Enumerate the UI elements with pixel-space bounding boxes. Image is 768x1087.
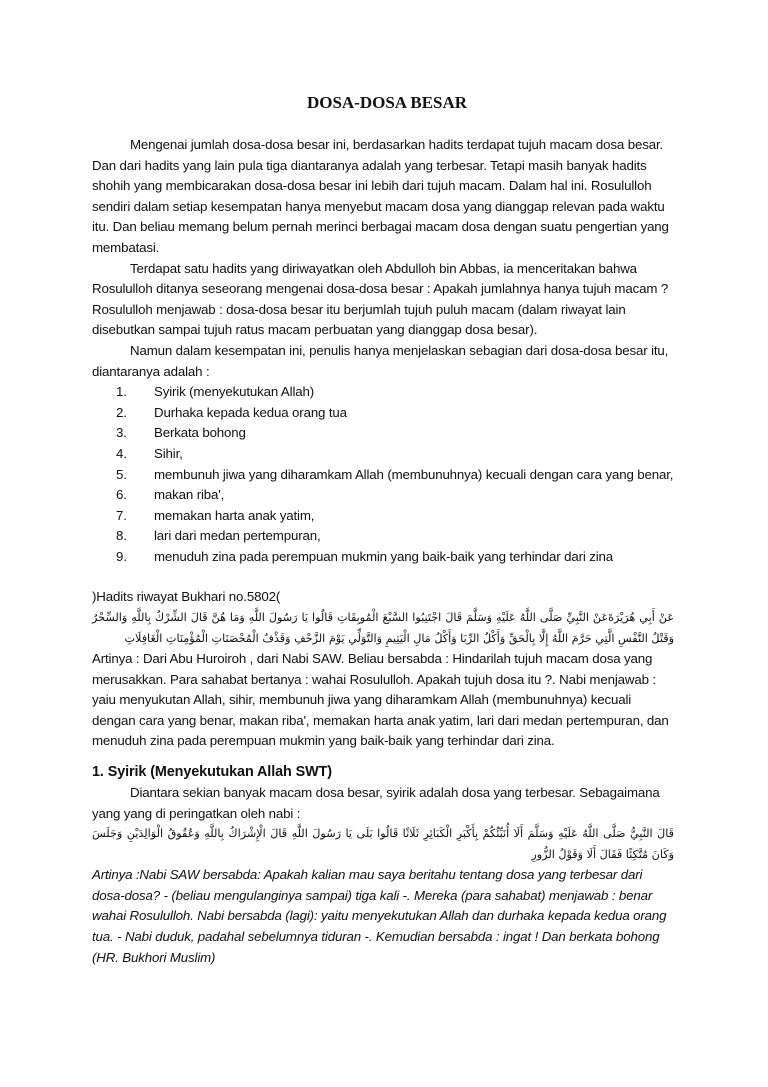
list-item-text: membunuh jiwa yang diharamkam Allah (membunuhnya) kecuali dengan cara yang benar, bbox=[154, 466, 674, 482]
intro-paragraph-1: Mengenai jumlah dosa-dosa besar ini, berdasarkan hadits terdapat tujuh macam dosa besar. Dan dari hadits yang lain pula tiga diantaranya adalah yang terbesar. Tetapi masih banyak hadits shohih yang membicarakan dosa-dosa besar ini lebih dari tujuh macam. Dalam hal ini. Rosululloh sendiri dalam setiap kesempatan hanya menyebut macam dosa yang dianggap relevan pada waktu itu. Dan beliau memang belum pernah merinci berbagai macam dosa dengan suatu pengertian yang membatasi. bbox=[92, 137, 669, 255]
list-item-text: Sihir, bbox=[154, 445, 183, 461]
list-item-text: memakan harta anak yatim, bbox=[154, 507, 315, 523]
list-number: 2. bbox=[116, 404, 127, 420]
list-number: 4. bbox=[116, 445, 127, 461]
intro-paragraph-3: Namun dalam kesempatan ini, penulis hanya menjelaskan sebagian dari dosa-dosa besar itu, diantaranya adalah : bbox=[92, 342, 669, 379]
list-item bbox=[92, 423, 674, 444]
list-number: 5. bbox=[116, 466, 127, 482]
list-item-text: makan riba', bbox=[154, 487, 225, 503]
list-item bbox=[92, 547, 674, 568]
list-item bbox=[92, 526, 674, 547]
section-heading: 1. Syirik (Menyekutukan Allah SWT) bbox=[92, 764, 332, 781]
list-item bbox=[92, 485, 674, 506]
list-number: 8. bbox=[116, 528, 127, 544]
section-hadith-source: (HR. Bukhori Muslim) bbox=[92, 949, 216, 965]
list-item bbox=[92, 444, 674, 465]
list-item-text: Syirik (menyekutukan Allah) bbox=[154, 384, 315, 400]
list-number: 9. bbox=[116, 548, 127, 564]
intro-paragraph-2: Terdapat satu hadits yang diriwayatkan oleh Abdulloh bin Abbas, ia menceritakan bahwa Rosululloh ditanya seseorang mengenai dosa-dosa besar : Apakah jumlahnya hanya tujuh macam ? Rosululloh menjawab : dosa-dosa besar itu berjumlah tujuh puluh macam (dalam riwayat lain disebutkan sampai tujuh ratus macam perbuatan yang dianggap dosa besar). bbox=[92, 260, 669, 338]
list-item bbox=[92, 465, 674, 486]
document-body bbox=[92, 90, 674, 968]
list-number: 6. bbox=[116, 487, 127, 503]
list-number: 3. bbox=[116, 425, 127, 441]
list-number: 1. bbox=[116, 384, 127, 400]
list-item-text: Berkata bohong bbox=[154, 425, 246, 441]
list-item-text: Durhaka kepada kedua orang tua bbox=[154, 404, 347, 420]
list-item-text: lari dari medan pertempuran, bbox=[154, 528, 321, 544]
list-item-text: menuduh zina pada perempuan mukmin yang baik-baik yang terhindar dari zina bbox=[154, 548, 614, 564]
hadith-reference: )Hadits riwayat Bukhari no.5802( bbox=[92, 589, 281, 605]
section-hadith-translation: Artinya :Nabi SAW bersabda: Apakah kalian mau saya beritahu tentang dosa yang terbesar dari dosa-dosa? - (beliau mengulanginya sampai) tiga kali -. Mereka (para sahabat) menjawab : benar wahai Rosululloh. Nabi bersabda (lagi): yaitu menyekutukan Allah dan durhaka kepada kedua orang tua. - Nabi duduk, padahal sebelumnya tiduran -. Kemudian bersabda : ingat ! Dan berkata bohong bbox=[92, 867, 667, 944]
hadith-translation: Artinya : Dari Abu Huroiroh , dari Nabi SAW. Beliau bersabda : Hindarilah tujuh macam dosa yang merusakkan. Para sahabat bertanya : wahai Rosululloh. Apakah tujuh dosa itu ?. Nabi menjawab : yaiu menyukutan Allah, sihir, membunuh jiwa yang diharamkam Allah (membunuhnya) kecuali dengan cara yang benar, makan riba', memakan harta anak yatim, lari dari medan pertempuran, dan menuduh zina pada perempuan mukmin yang baik-baik yang terhindar dari zina. bbox=[92, 651, 669, 749]
major-sins-list bbox=[92, 382, 674, 567]
section-hadith-arabic: قَالَ النَّبِيُّ صَلَّى اللَّهُ عَلَيْهِ وَسَلَّمَ أَلَا أُنَبِّئُكُمْ بِأَكْبَرِ الْكَبَائِرِ ثَلَاثًا قَالُوا بَلَى يَا رَسُولَ اللَّهِ قَالَ الْإِشْرَاكُ بِاللَّهِ وَعُقُوقُ الْوَالِدَيْنِ وَجَلَسَ وَكَانَ مُتَّكِئًا فَقَالَ أَلَا وَقَوْلُ الزُّورِ bbox=[92, 827, 674, 861]
document-title: DOSA-DOSA BESAR bbox=[306, 93, 468, 112]
list-item bbox=[92, 382, 674, 403]
list-number: 7. bbox=[116, 507, 127, 523]
list-item bbox=[92, 403, 674, 424]
hadith-arabic-text: عَنْ أَبِي هُرَيْرَةَعَنْ النَّبِيِّ صَلَّى اللَّهُ عَلَيْهِ وَسَلَّمَ قَالَ اجْتَنِبُوا السَّبْعَ الْمُوبِقَاتِ قَالُوا يَا رَسُولَ اللَّهِ وَمَا هُنَّ قَالَ الشِّرْكُ بِاللَّهِ وَالسِّحْرُ وَقَتْلُ النَّفْسِ الَّتِي حَرَّمَ اللَّهُ إِلَّا بِالْحَقِّ وَأَكْلُ الرِّبَا وَأَكْلُ مَالِ الْيَتِيمِ وَالتَّوَلِّي يَوْمَ الزَّحْفِ وَقَذْفُ الْمُحْصَنَاتِ الْمُؤْمِنَاتِ الْغَافِلَاتِ bbox=[92, 611, 674, 645]
spacer bbox=[92, 567, 674, 587]
section-paragraph: Diantara sekian banyak macam dosa besar, syirik adalah dosa yang terbesar. Sebagaimana yang yang di peringatkan oleh nabi : bbox=[92, 785, 660, 821]
list-item bbox=[92, 506, 674, 527]
